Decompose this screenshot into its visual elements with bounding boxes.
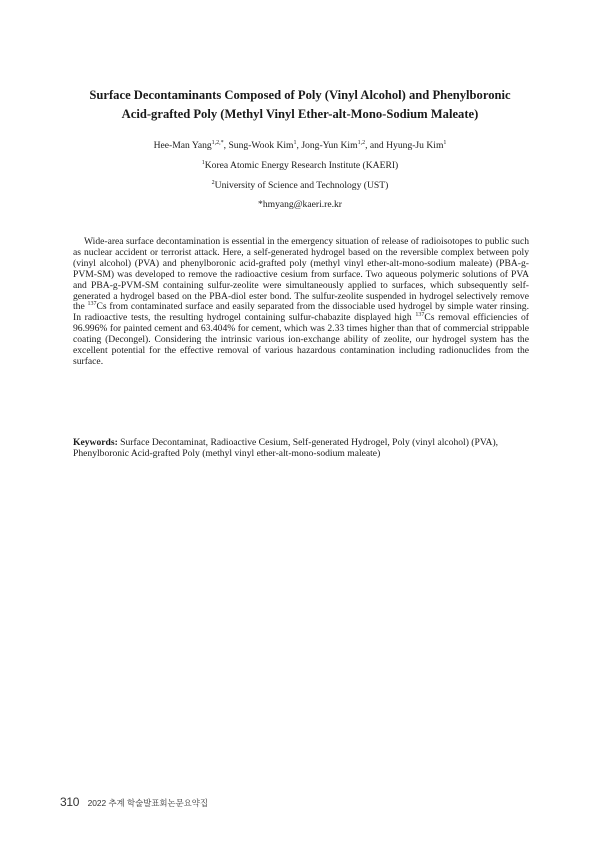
author-name: Hee-Man Yang — [153, 140, 212, 151]
title-line-2: Acid-grafted Poly (Methyl Vinyl Ether-alt-Mono-Sodium Maleate) — [121, 107, 479, 121]
paper-title — [60, 86, 540, 124]
corresponding-email: *hmyang@kaeri.re.kr — [258, 199, 342, 210]
proceedings-title: 2022 추계 학술발표회논문요약집 — [87, 798, 208, 808]
author-list — [60, 139, 540, 152]
abstract-body — [73, 237, 529, 368]
keywords-section — [73, 437, 529, 459]
affiliation-2 — [60, 179, 540, 192]
page-number: 310 — [60, 795, 80, 809]
author-name: Hyung-Ju Kim — [386, 140, 444, 151]
author-name: Jong-Yun Kim — [301, 140, 358, 151]
author-separator: , — [296, 140, 302, 151]
affiliation-text: Korea Atomic Energy Research Institute (KAERI) — [204, 160, 399, 171]
author-separator: , and — [365, 140, 387, 151]
author-separator: , — [223, 140, 229, 151]
abstract-text-1: Wide-area surface decontamination is essential in the emergency situation of release of radioisotopes to public such as nuclear accident or terrorist attack. Here, a self-generated hydrogel based on the reversible complex between poly (vinyl alcohol) (PVA) and phenylboronic acid-grafted poly (methyl vinyl ether-alt-mono-sodium maleate) (PBA-g-PVM-SM) was developed to remove the radioactive cesium from surface. Two aqueous polymeric solutions of PVA and PBA-g-PVM-SM containing sulfur-zeolite were simultaneously applied to surfaces, which subsequently self-generated a hydrogel based on the PBA-diol ester bond. The sulfur-zeolite suspended in hydrogel selectively remove the — [73, 236, 529, 313]
keywords-text: Surface Decontaminat, Radioactive Cesium, Self-generated Hydrogel, Poly (vinyl alcohol) (PVA), Phenylboronic Acid-grafted Poly (methyl vinyl ether-alt-mono-sodium maleate) — [73, 437, 499, 459]
author-name: Sung-Wook Kim — [228, 140, 294, 151]
author-affiliation-mark: 1 — [293, 140, 297, 146]
title-line-1: Surface Decontaminants Composed of Poly (Vinyl Alcohol) and Phenylboronic — [89, 88, 511, 102]
keywords-label: Keywords: — [73, 437, 118, 448]
affiliation-number: 2 — [211, 180, 215, 186]
page-footer — [60, 793, 208, 811]
author-affiliation-mark: 1 — [443, 140, 447, 146]
author-affiliation-mark: 1,2 — [357, 140, 366, 146]
author-affiliation-mark: 1,2, — [211, 140, 221, 146]
affiliation-text: University of Science and Technology (UST) — [214, 180, 389, 191]
isotope-mass-number: 137 — [415, 312, 425, 319]
abstract-text-3: Cs removal efficiencies of 96.996% for painted cement and 63.404% for cement, which was 2.33 times higher than that of commercial strippable coating (Decongel). Considering the intrinsic various ion-exchange ability of zeolite, our hydrogel system has the excellent potential for the effective removal of various hazardous contamination including radionuclides from the surface. — [73, 312, 529, 367]
isotope-mass-number: 137 — [87, 301, 97, 308]
affiliation-1 — [60, 159, 540, 172]
abstract-text-2: Cs from contaminated surface and easily separated from the dissociable used hydrogel by simple water rinsing. In radioactive tests, the resulting hydrogel containing sulfur-chabazite displayed high — [73, 301, 529, 324]
corresponding-author-mark: * — [220, 140, 224, 146]
affiliation-number: 1 — [201, 160, 205, 166]
